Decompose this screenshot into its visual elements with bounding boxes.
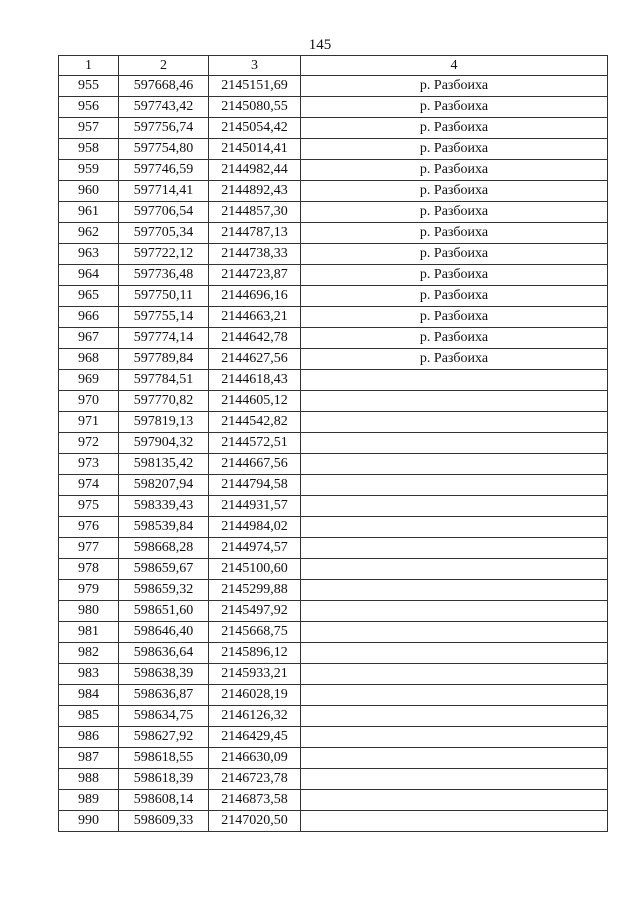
cell-y: 2146723,78 xyxy=(209,769,301,790)
cell-point-number: 972 xyxy=(59,433,119,454)
cell-description xyxy=(301,685,608,706)
cell-x: 598627,92 xyxy=(119,727,209,748)
cell-description: р. Разбоиха xyxy=(301,265,608,286)
cell-point-number: 977 xyxy=(59,538,119,559)
cell-description xyxy=(301,475,608,496)
cell-description xyxy=(301,412,608,433)
cell-y: 2146028,19 xyxy=(209,685,301,706)
cell-y: 2144984,02 xyxy=(209,517,301,538)
header-row xyxy=(59,56,608,76)
table-row xyxy=(59,496,608,517)
cell-description: р. Разбоиха xyxy=(301,202,608,223)
cell-point-number: 990 xyxy=(59,811,119,832)
table-row xyxy=(59,601,608,622)
table-row xyxy=(59,328,608,349)
table-row xyxy=(59,685,608,706)
page-number: 145 xyxy=(308,37,332,53)
cell-y: 2144794,58 xyxy=(209,475,301,496)
cell-point-number: 955 xyxy=(59,76,119,97)
table-row xyxy=(59,790,608,811)
cell-x: 597714,41 xyxy=(119,181,209,202)
cell-y: 2144982,44 xyxy=(209,160,301,181)
table-row xyxy=(59,538,608,559)
cell-description xyxy=(301,769,608,790)
cell-x: 598618,55 xyxy=(119,748,209,769)
cell-description xyxy=(301,538,608,559)
cell-point-number: 963 xyxy=(59,244,119,265)
table-row xyxy=(59,265,608,286)
cell-x: 598634,75 xyxy=(119,706,209,727)
cell-point-number: 965 xyxy=(59,286,119,307)
table-row xyxy=(59,706,608,727)
cell-x: 597746,59 xyxy=(119,160,209,181)
cell-x: 597819,13 xyxy=(119,412,209,433)
cell-y: 2144663,21 xyxy=(209,307,301,328)
cell-point-number: 984 xyxy=(59,685,119,706)
cell-y: 2145151,69 xyxy=(209,76,301,97)
cell-x: 597736,48 xyxy=(119,265,209,286)
cell-point-number: 989 xyxy=(59,790,119,811)
cell-description xyxy=(301,517,608,538)
table-row xyxy=(59,622,608,643)
cell-x: 598618,39 xyxy=(119,769,209,790)
cell-description: р. Разбоиха xyxy=(301,349,608,370)
cell-y: 2145080,55 xyxy=(209,97,301,118)
cell-x: 597705,34 xyxy=(119,223,209,244)
cell-y: 2146429,45 xyxy=(209,727,301,748)
cell-description xyxy=(301,706,608,727)
cell-x: 598539,84 xyxy=(119,517,209,538)
cell-description: р. Разбоиха xyxy=(301,181,608,202)
cell-point-number: 981 xyxy=(59,622,119,643)
cell-point-number: 962 xyxy=(59,223,119,244)
header-cell-y: 3 xyxy=(209,56,301,76)
table-row xyxy=(59,286,608,307)
cell-y: 2144572,51 xyxy=(209,433,301,454)
cell-y: 2144857,30 xyxy=(209,202,301,223)
cell-description: р. Разбоиха xyxy=(301,286,608,307)
cell-point-number: 959 xyxy=(59,160,119,181)
cell-description xyxy=(301,370,608,391)
cell-description xyxy=(301,790,608,811)
table-row xyxy=(59,118,608,139)
cell-x: 598339,43 xyxy=(119,496,209,517)
cell-x: 597750,11 xyxy=(119,286,209,307)
cell-y: 2145497,92 xyxy=(209,601,301,622)
cell-y: 2146126,32 xyxy=(209,706,301,727)
cell-description: р. Разбоиха xyxy=(301,118,608,139)
cell-y: 2144627,56 xyxy=(209,349,301,370)
cell-point-number: 966 xyxy=(59,307,119,328)
table-body xyxy=(59,76,608,832)
cell-y: 2144723,87 xyxy=(209,265,301,286)
table-row xyxy=(59,433,608,454)
cell-description xyxy=(301,496,608,517)
cell-y: 2144618,43 xyxy=(209,370,301,391)
table-row xyxy=(59,223,608,244)
table-row xyxy=(59,370,608,391)
cell-point-number: 964 xyxy=(59,265,119,286)
table-row xyxy=(59,97,608,118)
cell-description: р. Разбоиха xyxy=(301,76,608,97)
cell-description xyxy=(301,664,608,685)
cell-point-number: 969 xyxy=(59,370,119,391)
cell-point-number: 983 xyxy=(59,664,119,685)
table-row xyxy=(59,244,608,265)
cell-x: 597770,82 xyxy=(119,391,209,412)
cell-point-number: 985 xyxy=(59,706,119,727)
cell-point-number: 987 xyxy=(59,748,119,769)
table-row xyxy=(59,811,608,832)
table-row xyxy=(59,517,608,538)
cell-x: 598659,67 xyxy=(119,559,209,580)
cell-y: 2145054,42 xyxy=(209,118,301,139)
cell-y: 2145933,21 xyxy=(209,664,301,685)
cell-description xyxy=(301,559,608,580)
table-row xyxy=(59,202,608,223)
cell-description xyxy=(301,580,608,601)
cell-x: 597789,84 xyxy=(119,349,209,370)
cell-x: 598608,14 xyxy=(119,790,209,811)
cell-description: р. Разбоиха xyxy=(301,244,608,265)
cell-y: 2145100,60 xyxy=(209,559,301,580)
cell-x: 597754,80 xyxy=(119,139,209,160)
cell-point-number: 973 xyxy=(59,454,119,475)
table-row xyxy=(59,727,608,748)
cell-y: 2145299,88 xyxy=(209,580,301,601)
cell-y: 2146630,09 xyxy=(209,748,301,769)
cell-description: р. Разбоиха xyxy=(301,139,608,160)
table-row xyxy=(59,580,608,601)
cell-x: 597722,12 xyxy=(119,244,209,265)
cell-y: 2145896,12 xyxy=(209,643,301,664)
cell-x: 598659,32 xyxy=(119,580,209,601)
cell-x: 597743,42 xyxy=(119,97,209,118)
cell-description xyxy=(301,601,608,622)
cell-y: 2144738,33 xyxy=(209,244,301,265)
cell-point-number: 957 xyxy=(59,118,119,139)
cell-point-number: 967 xyxy=(59,328,119,349)
cell-y: 2145014,41 xyxy=(209,139,301,160)
cell-x: 598636,64 xyxy=(119,643,209,664)
table-row xyxy=(59,475,608,496)
cell-x: 597668,46 xyxy=(119,76,209,97)
table-row xyxy=(59,454,608,475)
cell-point-number: 978 xyxy=(59,559,119,580)
table-row xyxy=(59,307,608,328)
cell-point-number: 958 xyxy=(59,139,119,160)
table-row xyxy=(59,139,608,160)
cell-description xyxy=(301,433,608,454)
table-row xyxy=(59,412,608,433)
table-row xyxy=(59,769,608,790)
cell-x: 598646,40 xyxy=(119,622,209,643)
cell-y: 2144974,57 xyxy=(209,538,301,559)
cell-point-number: 986 xyxy=(59,727,119,748)
cell-x: 597904,32 xyxy=(119,433,209,454)
table-row xyxy=(59,349,608,370)
cell-description: р. Разбоиха xyxy=(301,160,608,181)
cell-x: 597756,74 xyxy=(119,118,209,139)
cell-x: 598207,94 xyxy=(119,475,209,496)
cell-description xyxy=(301,727,608,748)
cell-y: 2146873,58 xyxy=(209,790,301,811)
cell-point-number: 970 xyxy=(59,391,119,412)
cell-point-number: 968 xyxy=(59,349,119,370)
cell-x: 597755,14 xyxy=(119,307,209,328)
cell-y: 2144696,16 xyxy=(209,286,301,307)
cell-description xyxy=(301,748,608,769)
cell-x: 598638,39 xyxy=(119,664,209,685)
cell-x: 597774,14 xyxy=(119,328,209,349)
cell-point-number: 961 xyxy=(59,202,119,223)
cell-description xyxy=(301,811,608,832)
cell-point-number: 971 xyxy=(59,412,119,433)
cell-point-number: 980 xyxy=(59,601,119,622)
cell-description: р. Разбоиха xyxy=(301,97,608,118)
cell-point-number: 976 xyxy=(59,517,119,538)
cell-y: 2144542,82 xyxy=(209,412,301,433)
cell-point-number: 982 xyxy=(59,643,119,664)
table-row xyxy=(59,76,608,97)
cell-x: 597784,51 xyxy=(119,370,209,391)
header-cell-x: 2 xyxy=(119,56,209,76)
header-cell-description: 4 xyxy=(301,56,608,76)
coordinates-table xyxy=(58,55,608,832)
cell-y: 2144642,78 xyxy=(209,328,301,349)
cell-y: 2144931,57 xyxy=(209,496,301,517)
cell-x: 598668,28 xyxy=(119,538,209,559)
cell-x: 597706,54 xyxy=(119,202,209,223)
table-row xyxy=(59,391,608,412)
table-row xyxy=(59,664,608,685)
cell-description xyxy=(301,391,608,412)
cell-description xyxy=(301,454,608,475)
cell-point-number: 988 xyxy=(59,769,119,790)
cell-point-number: 975 xyxy=(59,496,119,517)
cell-x: 598636,87 xyxy=(119,685,209,706)
cell-point-number: 960 xyxy=(59,181,119,202)
cell-point-number: 956 xyxy=(59,97,119,118)
cell-point-number: 974 xyxy=(59,475,119,496)
cell-y: 2144667,56 xyxy=(209,454,301,475)
cell-x: 598651,60 xyxy=(119,601,209,622)
cell-y: 2147020,50 xyxy=(209,811,301,832)
table-row xyxy=(59,559,608,580)
header-cell-point-number: 1 xyxy=(59,56,119,76)
cell-point-number: 979 xyxy=(59,580,119,601)
cell-x: 598609,33 xyxy=(119,811,209,832)
cell-y: 2144605,12 xyxy=(209,391,301,412)
cell-x: 598135,42 xyxy=(119,454,209,475)
cell-description: р. Разбоиха xyxy=(301,307,608,328)
table-row xyxy=(59,160,608,181)
table-row xyxy=(59,748,608,769)
cell-y: 2144787,13 xyxy=(209,223,301,244)
cell-description: р. Разбоиха xyxy=(301,328,608,349)
cell-y: 2145668,75 xyxy=(209,622,301,643)
table-row xyxy=(59,181,608,202)
table-row xyxy=(59,643,608,664)
cell-y: 2144892,43 xyxy=(209,181,301,202)
cell-description xyxy=(301,622,608,643)
cell-description: р. Разбоиха xyxy=(301,223,608,244)
cell-description xyxy=(301,643,608,664)
table-header xyxy=(59,56,608,76)
